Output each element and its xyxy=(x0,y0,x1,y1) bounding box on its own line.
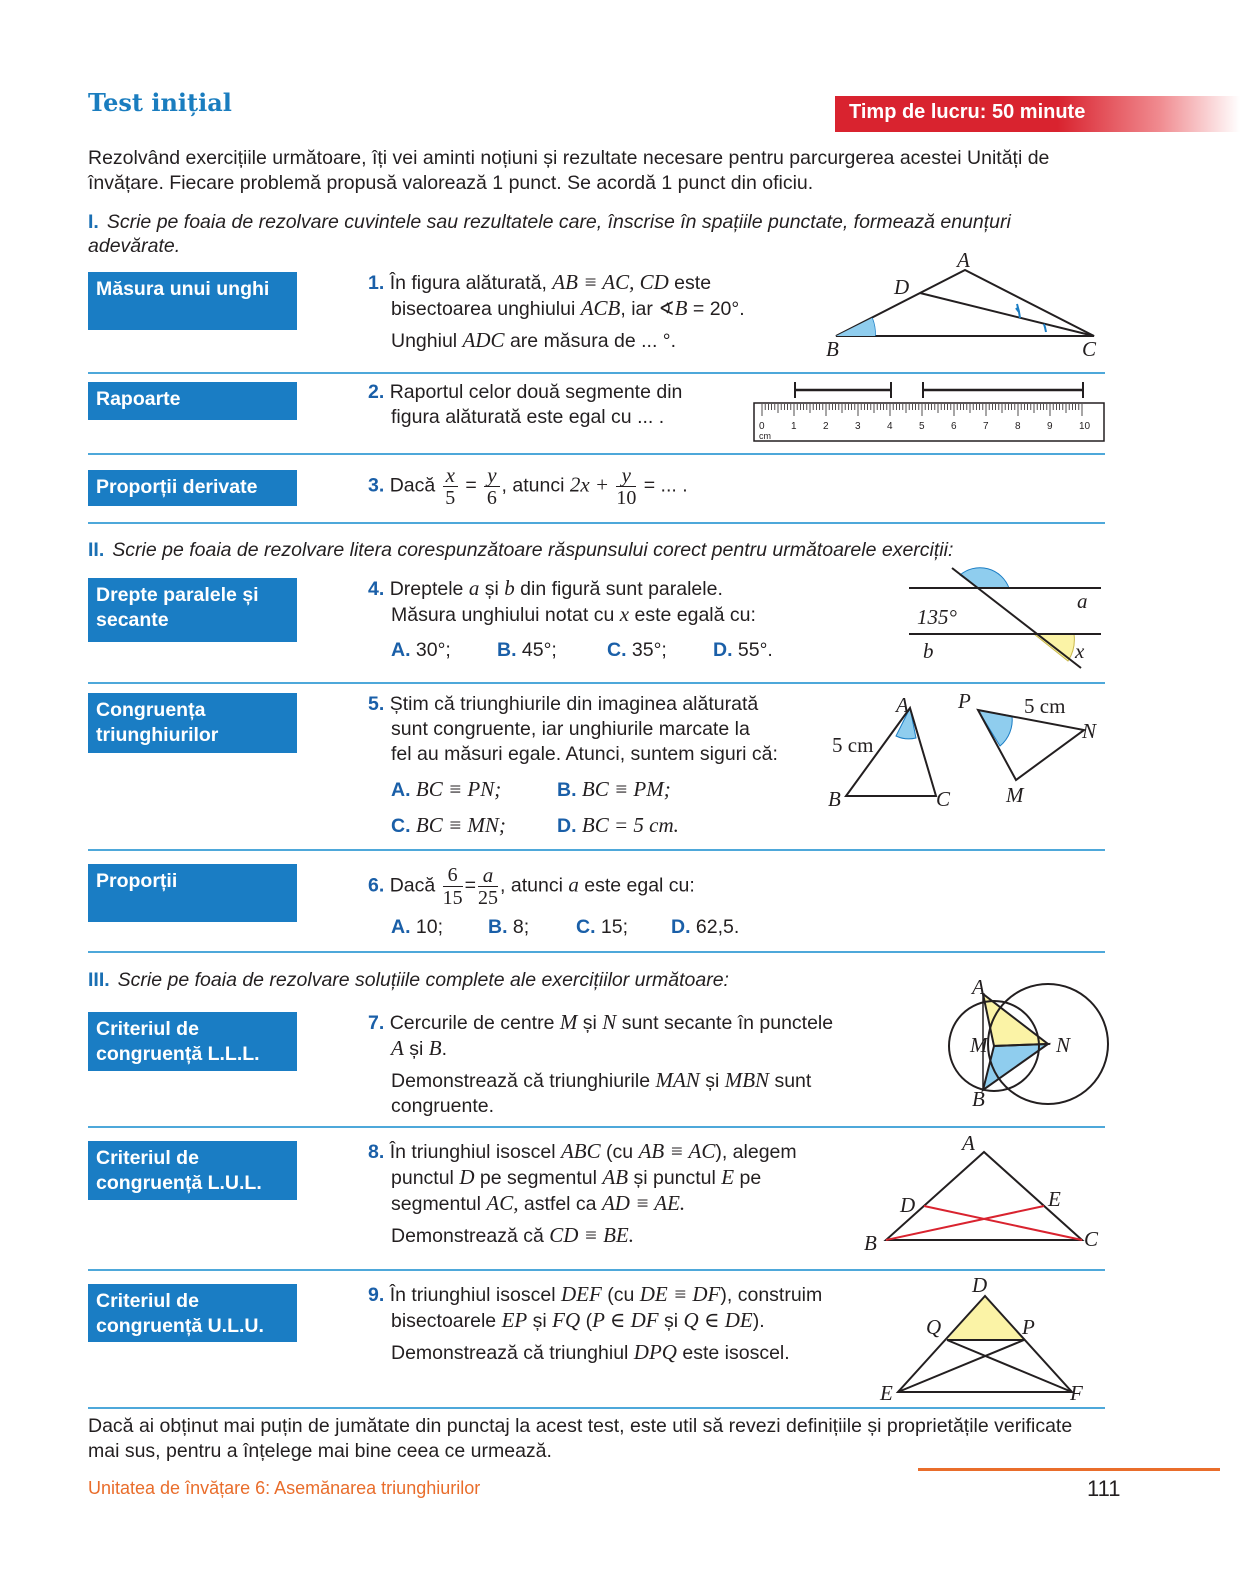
option-d: D. 62,5. xyxy=(671,916,740,938)
q1-math: AB ≡ AC, CD xyxy=(552,270,669,294)
label-m: M xyxy=(1006,783,1024,807)
option-a: A. 10; xyxy=(391,916,444,938)
q9-math: Q ∈ DE xyxy=(683,1308,753,1332)
option-c: C. 15; xyxy=(576,916,629,938)
q8-text: punctul xyxy=(391,1167,460,1189)
q7-math: B xyxy=(428,1036,442,1060)
q5-text: fel au măsuri egale. Atunci, suntem siguri că: xyxy=(391,743,778,765)
label-criteriul-ulu: Criteriul de congruență U.L.U. xyxy=(88,1284,297,1342)
q9-math: DEF xyxy=(560,1282,602,1306)
label-proportii: Proporții xyxy=(88,864,297,922)
q4-options xyxy=(368,638,773,663)
q9-text: (cu xyxy=(601,1284,640,1306)
ruler-tick-label: 3 xyxy=(855,421,861,432)
q5-options-row1 xyxy=(368,777,778,803)
q9-text: și xyxy=(527,1310,553,1332)
q9-text: este isoscel. xyxy=(676,1342,790,1364)
ruler-tick-label: 4 xyxy=(887,421,893,432)
label-a: A xyxy=(957,248,970,272)
q8-math: E xyxy=(721,1165,735,1189)
ruler-tick-label: 6 xyxy=(951,421,957,432)
question-6: 6. Dacă $\frac{6}{15}$ = $\frac{a}{25}$ , atunci a este egal cu: A. 10; B. 8; C. 15; D. 62,5. xyxy=(368,863,740,938)
label-d: D xyxy=(972,1273,988,1297)
ruler-tick-label: 0 xyxy=(759,421,765,432)
q4-text: Dreptele xyxy=(389,578,469,600)
figure-triangle-abc xyxy=(820,248,1110,364)
question-4 xyxy=(368,576,773,663)
footer-divider xyxy=(918,1468,1220,1471)
question-3: 3. Dacă $\frac{x}{5}$ = $\frac{y}{6}$ , atunci 2x + $\frac{y}{10}$ = ... . xyxy=(368,463,688,509)
divider xyxy=(88,1269,1105,1271)
q6-math: a xyxy=(568,872,579,897)
label-n: N xyxy=(1056,1033,1071,1057)
divider xyxy=(88,1126,1105,1128)
q9-text: și xyxy=(658,1310,684,1332)
label-b: b xyxy=(923,639,934,663)
section-1-number: I. xyxy=(88,211,99,233)
label-c: C xyxy=(1082,337,1097,361)
q7-text: congruente. xyxy=(391,1095,494,1117)
fraction xyxy=(443,864,463,909)
q8-math: CD ≡ BE. xyxy=(549,1223,634,1247)
section-3-number: III. xyxy=(88,969,110,991)
denominator: 5 xyxy=(445,487,456,509)
label-criteriul-lll: Criteriul de congruență L.L.L. xyxy=(88,1012,297,1071)
ruler-tick-label: 10 xyxy=(1079,421,1091,432)
question-5 xyxy=(368,692,778,839)
q9-math: DPQ xyxy=(633,1340,677,1364)
q1-text: = 20°. xyxy=(687,298,745,320)
q1-number: 1. xyxy=(368,272,385,294)
divider xyxy=(88,1407,1105,1409)
section-1-text: Scrie pe foaia de rezolvare cuvintele sau rezultatele care, înscrise în spațiile punctate, formează enunțuri adevărate. xyxy=(88,211,1011,257)
section-3 xyxy=(88,968,1088,992)
q9-text: ). xyxy=(752,1310,765,1332)
q6-text: este egal cu: xyxy=(578,874,695,897)
q7-text: Cercurile de centre xyxy=(389,1012,560,1034)
q9-math: FQ xyxy=(552,1308,581,1332)
label-e: E xyxy=(880,1381,893,1405)
q9-text: ( xyxy=(580,1310,593,1332)
option-a: A. BC ≡ PN; xyxy=(391,777,502,801)
q4-number: 4. xyxy=(368,578,385,600)
denominator: 6 xyxy=(486,487,497,509)
numerator: 6 xyxy=(443,864,463,887)
q8-text: pe xyxy=(734,1167,762,1189)
q7-text: Demonstrează că triunghiurile xyxy=(391,1070,656,1092)
q6-number: 6. xyxy=(368,874,385,897)
q7-math: MAN xyxy=(655,1068,700,1092)
label-p: P xyxy=(958,689,971,713)
label-c: C xyxy=(1084,1227,1099,1251)
numerator: a xyxy=(478,864,498,887)
label-a: A xyxy=(972,975,985,999)
label-f: F xyxy=(1070,1381,1083,1405)
numerator: x xyxy=(443,464,458,487)
figure-ruler xyxy=(750,378,1110,444)
length-label: 5 cm xyxy=(832,733,874,757)
denominator: 15 xyxy=(442,887,463,909)
label-e: E xyxy=(1048,1187,1061,1211)
question-7 xyxy=(368,1010,833,1119)
label-rapoarte: Rapoarte xyxy=(88,382,297,420)
q3-math: 2x + xyxy=(569,472,615,497)
label-proportii-derivate: Proporții derivate xyxy=(88,470,297,506)
q6-text: , atunci xyxy=(500,874,569,897)
q4-text: Măsura unghiului notat cu xyxy=(391,604,620,626)
angle-label: 135° xyxy=(917,605,957,629)
q4-math: a xyxy=(468,576,480,600)
section-2 xyxy=(88,538,1108,562)
intro-text: Rezolvând exercițiile următoare, îți vei aminti noțiuni și rezultate necesare pentru parcurgerea acestei Unități de învățare. Fiecare problemă propusă valorează 1 punct. Se acordă 1 punct din oficiu. xyxy=(88,147,1050,194)
label-a: a xyxy=(1077,589,1088,613)
question-2 xyxy=(368,380,682,430)
label-drepte-paralele: Drepte paralele și secante xyxy=(88,578,297,642)
q1-text: este xyxy=(668,272,712,294)
fraction xyxy=(478,864,498,909)
figure-circles xyxy=(940,972,1112,1112)
option-a: A. 30°; xyxy=(391,639,451,661)
q1-text: Unghiul xyxy=(391,330,463,352)
q3-text: , atunci xyxy=(501,474,570,497)
q2-text: figura alăturată este egal cu ... . xyxy=(391,406,665,428)
label-b: B xyxy=(972,1087,985,1111)
divider xyxy=(88,372,1105,374)
ruler-unit: cm xyxy=(759,431,771,441)
ruler-tick-label: 1 xyxy=(791,421,797,432)
q4-math: x xyxy=(619,602,630,626)
label-b: B xyxy=(828,787,841,811)
time-text: Timp de lucru: 50 minute xyxy=(849,101,1086,123)
q8-text: (cu xyxy=(600,1141,639,1163)
q7-text: și xyxy=(577,1012,603,1034)
ruler-tick-label: 5 xyxy=(919,421,925,432)
option-c: C. BC ≡ MN; xyxy=(391,813,506,837)
q8-text: În triunghiul isoscel xyxy=(389,1141,561,1163)
ruler-tick-label: 9 xyxy=(1047,421,1053,432)
q7-text: . xyxy=(441,1038,447,1060)
q8-text: pe segmentul xyxy=(474,1167,603,1189)
label-masura-unghi: Măsura unui unghi xyxy=(88,272,297,330)
page-title: Test inițial xyxy=(88,88,232,117)
closing-text: Dacă ai obținut mai puțin de jumătate din punctaj la acest test, este util să revezi definițiile și proprietățile verificate mai sus, pentru a înțelege mai bine ceea ce urmează. xyxy=(88,1415,1073,1462)
option-b: B. 45°; xyxy=(497,639,557,661)
q8-math: D xyxy=(459,1165,475,1189)
q5-number: 5. xyxy=(368,693,385,715)
q3-text: = ... . xyxy=(638,474,688,497)
q8-math: AB xyxy=(602,1165,629,1189)
numerator: y xyxy=(484,464,499,487)
q7-text: și xyxy=(403,1038,429,1060)
ruler-tick-label: 7 xyxy=(983,421,989,432)
figure-parallel-lines xyxy=(905,566,1105,670)
numerator: y xyxy=(616,464,636,487)
fraction xyxy=(484,464,499,509)
label-congruenta-triunghiurilor: Congruența triunghiurilor xyxy=(88,693,297,753)
label-d: D xyxy=(894,275,910,299)
q6-text: Dacă xyxy=(389,874,441,897)
q9-math: EP xyxy=(501,1308,528,1332)
label-q: Q xyxy=(926,1315,942,1339)
q8-math: AB ≡ AC xyxy=(638,1139,716,1163)
divider xyxy=(88,522,1105,524)
ruler-tick-label: 8 xyxy=(1015,421,1021,432)
q1-text: În figura alăturată, xyxy=(389,272,553,294)
divider xyxy=(88,453,1105,455)
label-b: B xyxy=(826,337,839,361)
q7-text: sunt xyxy=(769,1070,812,1092)
label-n: N xyxy=(1082,719,1097,743)
divider xyxy=(88,849,1105,851)
denominator: 25 xyxy=(478,887,499,909)
option-b: B. 8; xyxy=(488,916,530,938)
question-1 xyxy=(368,270,745,354)
label-a: A xyxy=(896,693,909,717)
figure-congruent-triangles xyxy=(822,686,1110,816)
q3-number: 3. xyxy=(368,474,385,497)
label-b: B xyxy=(864,1231,877,1255)
q8-text: ), alegem xyxy=(715,1141,797,1163)
fraction xyxy=(443,464,458,509)
q7-math: A xyxy=(391,1036,404,1060)
option-c: C. 35°; xyxy=(607,639,667,661)
figure-isosceles-abc xyxy=(858,1130,1108,1258)
q1-text: , iar ∢ xyxy=(620,298,675,320)
q5-text: Știm că triunghiurile din imaginea alăturată xyxy=(389,693,759,715)
q5-options-row2 xyxy=(368,813,778,839)
q4-text: și xyxy=(479,578,505,600)
question-8 xyxy=(368,1139,797,1249)
label-m: M xyxy=(970,1033,988,1057)
q1-text: are măsura de ... °. xyxy=(504,330,677,352)
question-9 xyxy=(368,1282,822,1366)
q8-text: Demonstrează că xyxy=(391,1225,550,1247)
footer-unit-title: Unitatea de învățare 6: Asemănarea triunghiurilor xyxy=(88,1478,481,1498)
label-d: D xyxy=(900,1193,916,1217)
figure-isosceles-def xyxy=(874,1272,1094,1406)
time-banner xyxy=(835,96,1240,132)
q7-math: MBN xyxy=(724,1068,770,1092)
q9-number: 9. xyxy=(368,1284,385,1306)
q8-number: 8. xyxy=(368,1141,385,1163)
q7-math: M xyxy=(559,1010,578,1034)
q8-text: astfel ca xyxy=(518,1193,602,1215)
divider xyxy=(88,951,1105,953)
page-number: 111 xyxy=(1087,1476,1121,1501)
q9-math: P ∈ DF xyxy=(592,1308,659,1332)
q4-text: din figură sunt paralele. xyxy=(514,578,723,600)
q1-math: B xyxy=(674,296,688,320)
q8-math: ABC xyxy=(560,1139,601,1163)
label-a: A xyxy=(962,1131,975,1155)
label-c: C xyxy=(936,787,951,811)
section-3-text: Scrie pe foaia de rezolvare soluțiile complete ale exercițiilor următoare: xyxy=(117,969,729,991)
q9-text: În triunghiul isoscel xyxy=(389,1284,561,1306)
q6-options xyxy=(368,915,739,940)
length-label: 5 cm xyxy=(1024,694,1066,718)
q7-number: 7. xyxy=(368,1012,385,1034)
section-2-number: II. xyxy=(88,539,105,561)
q2-text: Raportul celor două segmente din xyxy=(389,381,683,403)
q4-math: b xyxy=(504,576,515,600)
denominator: 10 xyxy=(616,487,637,509)
section-2-text: Scrie pe foaia de rezolvare litera corespunzătoare răspunsului corect pentru următoarele exerciții: xyxy=(112,539,954,561)
option-d: D. BC = 5 cm. xyxy=(557,813,679,837)
label-p: P xyxy=(1022,1315,1035,1339)
option-b: B. BC ≡ PM; xyxy=(557,777,671,801)
q9-text: bisectoarele xyxy=(391,1310,502,1332)
divider xyxy=(88,682,1105,684)
ruler-tick-label: 2 xyxy=(823,421,829,432)
q8-text: și punctul xyxy=(628,1167,722,1189)
fraction xyxy=(616,464,636,509)
q1-math: ACB xyxy=(580,296,621,320)
option-d: D. 55°. xyxy=(713,639,773,661)
q9-math: DE ≡ DF xyxy=(639,1282,721,1306)
q1-text: bisectoarea unghiului xyxy=(391,298,581,320)
label-x: x xyxy=(1075,639,1085,663)
q7-text: sunt secante în punctele xyxy=(616,1012,834,1034)
q7-math: N xyxy=(602,1010,617,1034)
q9-text: Demonstrează că triunghiul xyxy=(391,1342,634,1364)
q7-text: și xyxy=(699,1070,725,1092)
q9-text: ), construim xyxy=(720,1284,823,1306)
q8-math: AC, xyxy=(486,1191,519,1215)
label-criteriul-lul: Criteriul de congruență L.U.L. xyxy=(88,1141,297,1200)
q4-text: este egală cu: xyxy=(629,604,756,626)
q3-text: Dacă xyxy=(389,474,441,497)
q5-text: sunt congruente, iar unghiurile marcate la xyxy=(391,718,750,740)
q8-math: AD ≡ AE. xyxy=(601,1191,686,1215)
q1-math: ADC xyxy=(462,328,505,352)
q8-text: segmentul xyxy=(391,1193,487,1215)
q2-number: 2. xyxy=(368,381,385,403)
